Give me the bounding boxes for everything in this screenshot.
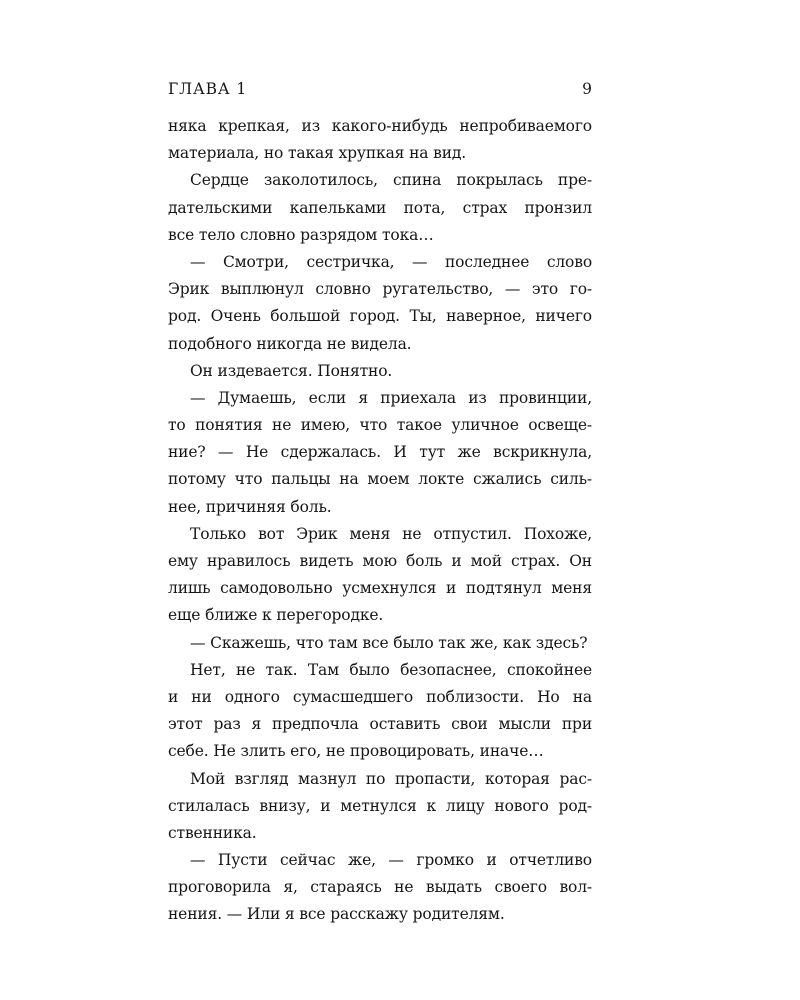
page-number: 9 xyxy=(582,80,592,98)
text-line: лишь самодовольно усмехнулся и подтянул меня xyxy=(168,579,592,598)
text-line: потому что пальцы на моем локте сжались силь- xyxy=(168,470,592,489)
text-line: все тело словно разрядом тока… xyxy=(168,225,434,244)
text-line: Только вот Эрик меня не отпустил. Похоже, xyxy=(190,524,592,543)
text-line: еще ближе к перегородке. xyxy=(168,606,384,625)
running-head xyxy=(168,79,592,99)
text-line: — Скажешь, что там все было так же, как здесь? xyxy=(190,633,588,652)
text-line: проговорила я, стараясь не выдать своего вол- xyxy=(168,878,592,897)
text-line: стилалась внизу, и метнулся к лицу нового род- xyxy=(168,796,592,815)
text-line: Он издевается. Понятно. xyxy=(190,361,393,380)
text-line: этот раз я предпочла оставить свои мысли при xyxy=(168,715,592,734)
text-line: Эрик выплюнул словно ругательство, — это го- xyxy=(168,280,592,299)
text-line: род. Очень большой город. Ты, наверное, ничего xyxy=(168,307,592,326)
text-line: ние? — Не сдержалась. И тут же вскрикнула, xyxy=(168,443,592,462)
text-line: Мой взгляд мазнул по пропасти, которая рас- xyxy=(190,769,592,788)
text-line: ственника. xyxy=(168,823,257,842)
body-text xyxy=(168,113,592,929)
paragraph xyxy=(168,847,592,929)
text-line: подобного никогда не видела. xyxy=(168,334,412,353)
paragraph xyxy=(168,358,592,385)
text-line: то понятия не имею, что такое уличное освеще- xyxy=(168,416,592,435)
text-line: Сердце заколотилось, спина покрылась пре- xyxy=(190,171,592,190)
paragraph xyxy=(168,249,592,358)
text-line: себе. Не злить его, не провоцировать, иначе… xyxy=(168,742,544,761)
paragraph xyxy=(168,630,592,657)
text-line: няка крепкая, из какого-нибудь непробиваемого xyxy=(168,117,592,135)
paragraph xyxy=(168,521,592,630)
text-line: нения. — Или я все расскажу родителям. xyxy=(168,905,505,924)
paragraph xyxy=(168,167,592,249)
text-line: Нет, не так. Там было безопаснее, спокойнее xyxy=(190,660,592,679)
chapter-title: ГЛАВА 1 xyxy=(168,80,248,98)
paragraph xyxy=(168,766,592,848)
paragraph xyxy=(168,385,592,521)
text-line: — Смотри, сестричка, — последнее слово xyxy=(190,252,592,271)
text-line: — Думаешь, если я приехала из провинции, xyxy=(190,388,592,407)
text-line: ему нравилось видеть мою боль и мой страх. Он xyxy=(168,552,592,570)
text-line: и ни одного сумасшедшего поблизости. Но на xyxy=(168,687,592,706)
paragraph xyxy=(168,113,592,167)
text-line: — Пусти сейчас же, — громко и отчетливо xyxy=(190,851,592,870)
text-line: нее, причиняя боль. xyxy=(168,497,332,516)
text-line: материала, но такая хрупкая на вид. xyxy=(168,144,467,163)
text-line: дательскими капельками пота, страх пронзил xyxy=(168,198,592,217)
paragraph xyxy=(168,657,592,766)
